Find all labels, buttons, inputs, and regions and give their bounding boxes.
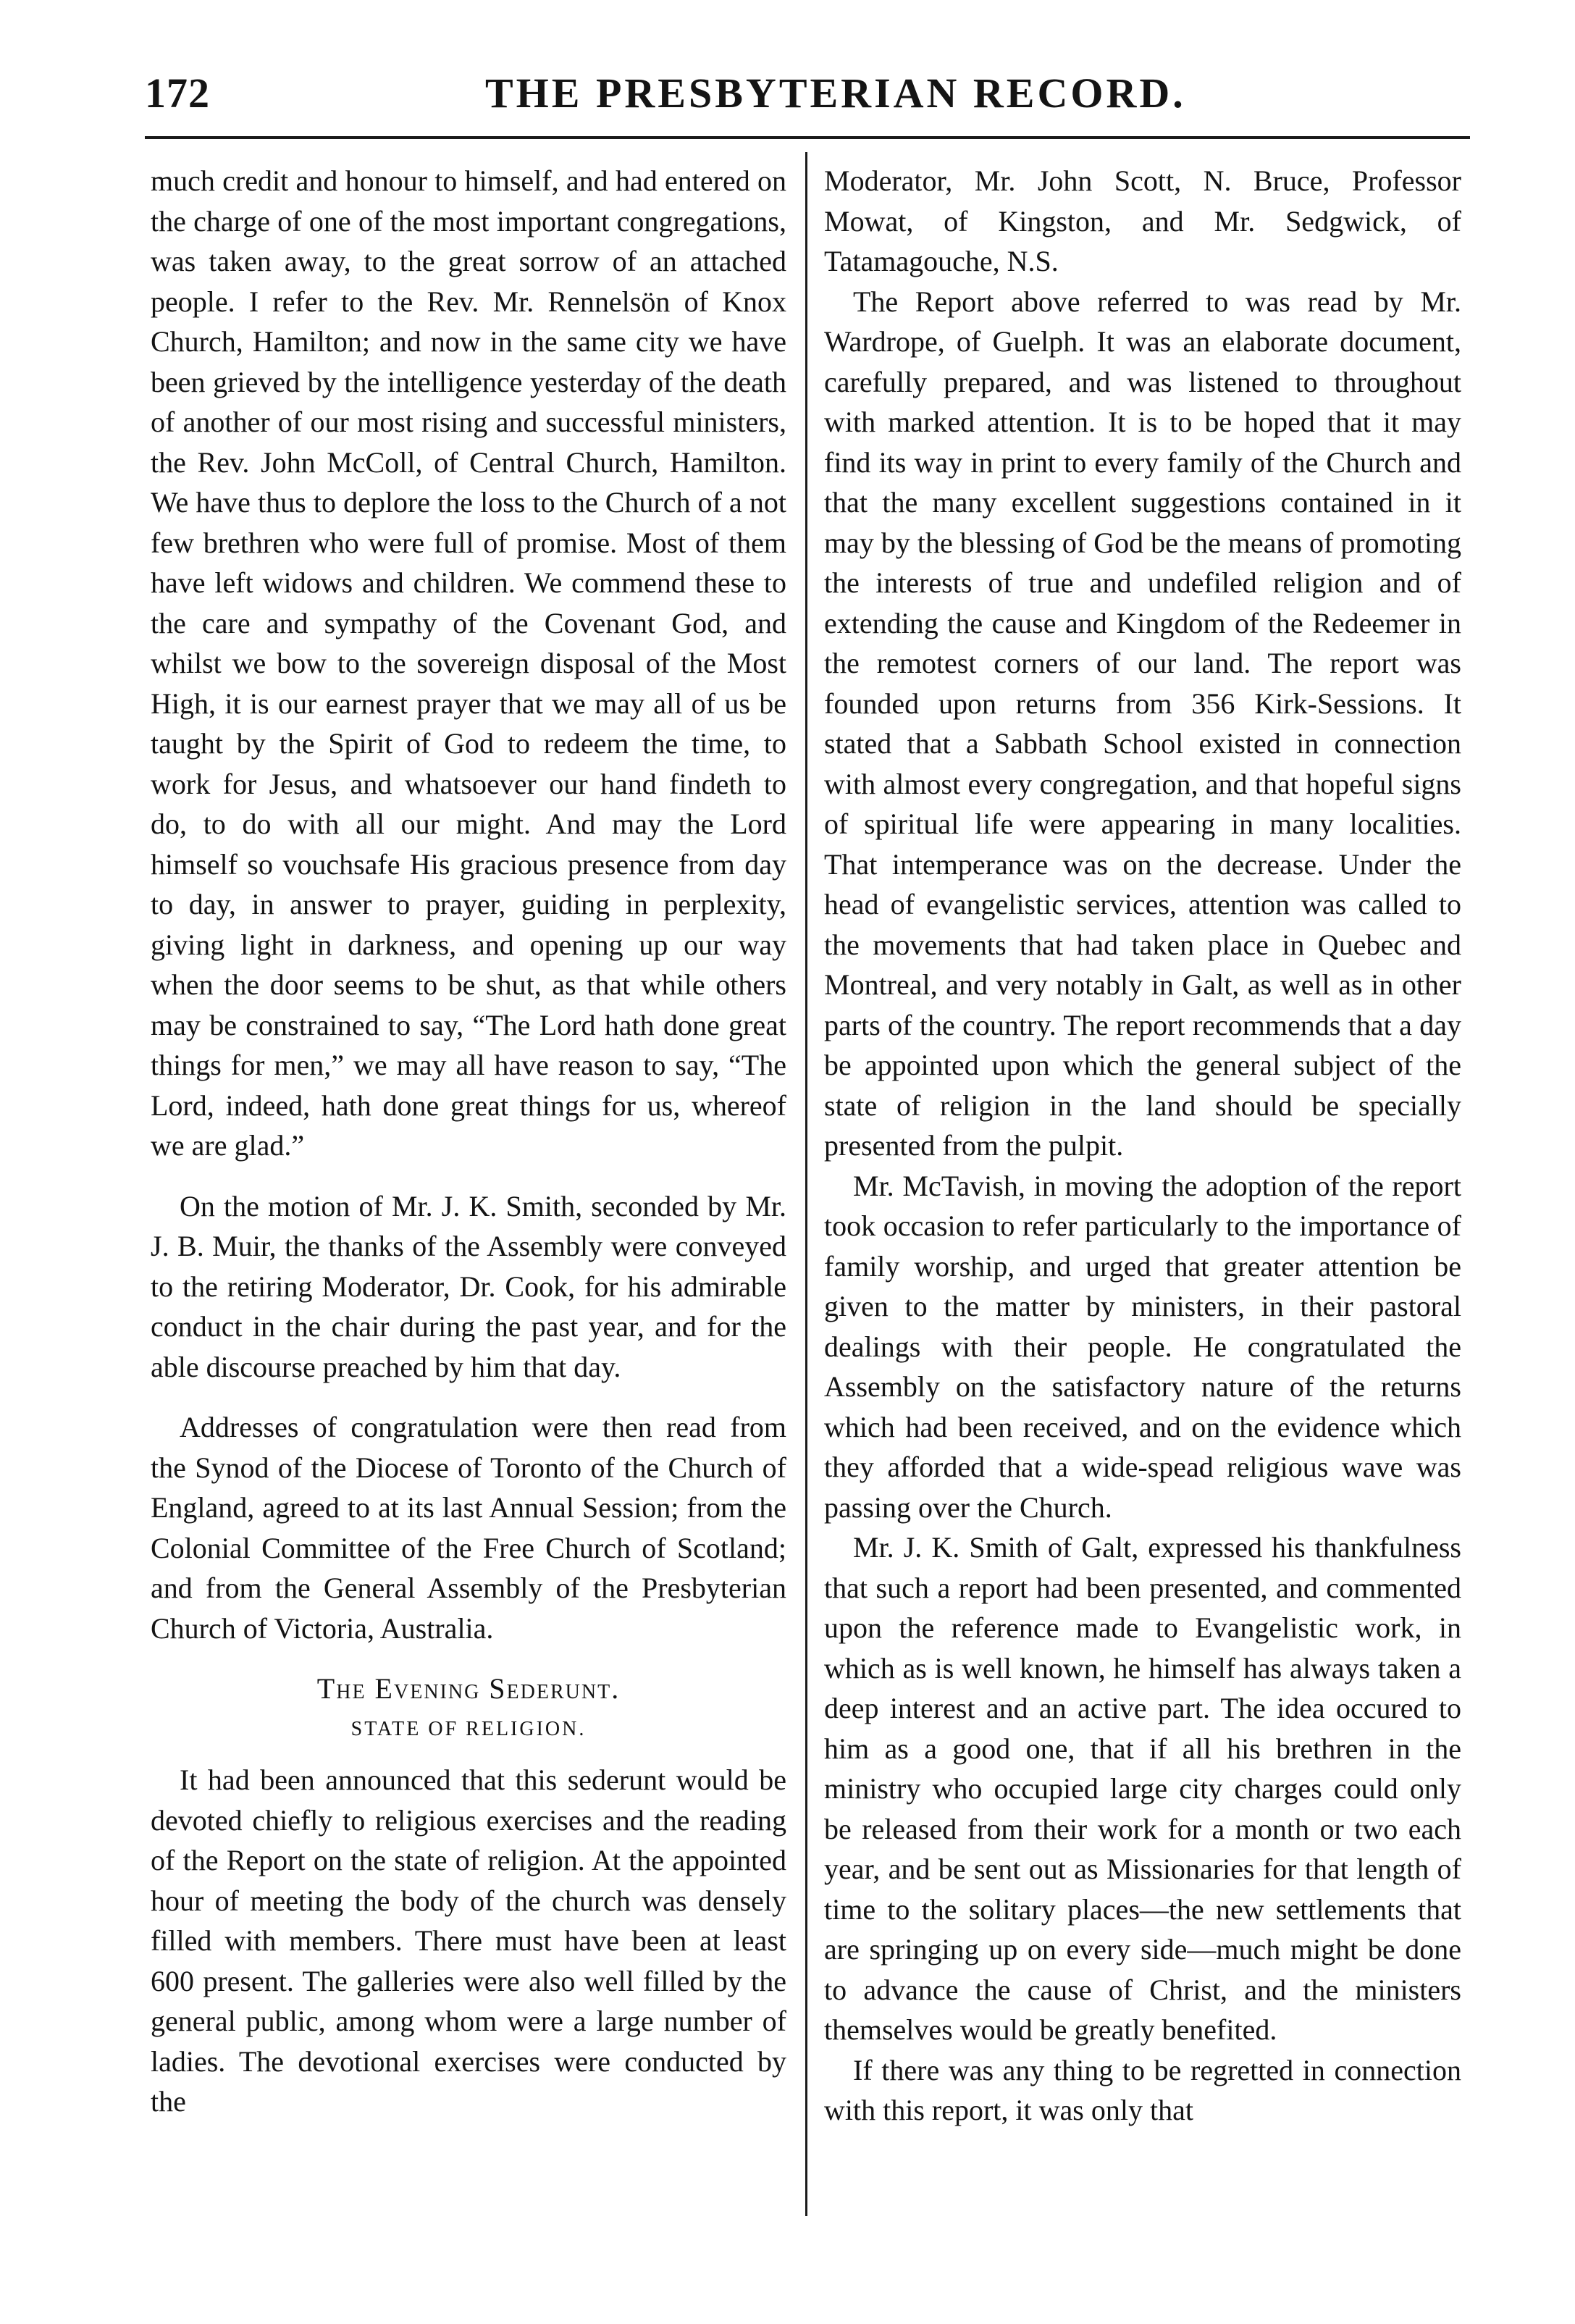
right-column bbox=[824, 161, 1461, 2131]
section-heading: The Evening Sederunt. bbox=[316, 1672, 621, 1705]
header-rule bbox=[145, 136, 1470, 139]
section-subheading: STATE OF RELIGION. bbox=[350, 1718, 587, 1740]
right-paragraph-1: Moderator, Mr. John Scott, N. Bruce, Professor Mowat, of Kingston, and Mr. Sedgwick, of Tatamagouche, N.S. bbox=[824, 164, 1461, 277]
page-header bbox=[145, 69, 1470, 134]
running-title: THE PRESBYTERIAN RECORD. bbox=[485, 70, 1186, 117]
left-paragraph-3: Addresses of congratulation were then read from the Synod of the Diocese of Toronto of the Church of England, agreed to at its last Annual Session; from the Colonial Committee of the Free Church of Scotland; and from the General Assembly of the Presbyterian Church of Victoria, Australia. bbox=[151, 1411, 786, 1645]
right-paragraph-4: Mr. J. K. Smith of Galt, expressed his thankfulness that such a report had been presented, and commented upon the reference made to Evangelistic work, in which as is well known, he himself has always taken a deep interest and an active part. The idea occured to him as a good one, that if all his brethren in the ministry who occupied large city charges could only be released from their work for a month or two each year, and be sent out as Missionaries for that length of time to the solitary places—the new settlements that are springing up on every side—much might be done to advance the cause of Christ, and the ministers themselves would be greatly benefited. bbox=[824, 1531, 1461, 2046]
left-paragraph-4: It had been announced that this sederunt would be devoted chiefly to religious exercises and the reading of the Report on the state of religion. At the appointed hour of meeting the body of the church was densely filled with members. There must have been at least 600 present. The galleries were also well filled by the general public, among whom were a large number of ladies. The devotional exercises were conducted by the bbox=[151, 1763, 786, 2118]
right-paragraph-2: The Report above referred to was read by Mr. Wardrope, of Guelph. It was an elaborate document, carefully prepared, and was listened to throughout with marked attention. It is to be hoped that it may find its way in print to every family of the Church and that the many excellent suggestions contained in it may by the blessing of God be the means of promoting the interests of true and undefiled religion and of extending the cause and Kingdom of the Redeemer in the remotest corners of our land. The report was founded upon returns from 356 Kirk-Sessions. It stated that a Sabbath School existed in connection with almost every congregation, and that hopeful signs of spiritual life were appearing in many localities. That intemperance was on the decrease. Under the head of evangelistic services, attention was called to the movements that had taken place in Quebec and Montreal, and very notably in Galt, as well as in other parts of the country. The report recommends that a day be appointed upon which the general subject of the state of religion in the land should be specially presented from the pulpit. bbox=[824, 285, 1461, 1162]
right-paragraph-5: If there was any thing to be regretted in connection with this report, it was only that bbox=[824, 2053, 1461, 2126]
page-number: 172 bbox=[145, 70, 210, 117]
left-paragraph-2: On the motion of Mr. J. K. Smith, seconded by Mr. J. B. Muir, the thanks of the Assembly were conveyed to the retiring Moderator, Dr. Cook, for his admirable conduct in the chair during the past year, and for the able discourse preached by him that day. bbox=[151, 1189, 786, 1383]
column-divider bbox=[805, 152, 807, 2216]
left-column bbox=[151, 161, 786, 2122]
right-paragraph-3: Mr. McTavish, in moving the adoption of the report took occasion to refer particularly to the importance of family worship, and urged that greater attention be given to the matter by ministers, in their pastoral dealings with their people. He congratulated the Assembly on the satisfactory nature of the returns which had been received, and on the evidence which they afforded that a wide-spead religious wave was passing over the Church. bbox=[824, 1169, 1461, 1524]
left-paragraph-1: much credit and honour to himself, and had entered on the charge of one of the most important congregations, was taken away, to the great sorrow of an attached people. I refer to the Rev. Mr. Rennelsön of Knox Church, Hamilton; and now in the same city we have been grieved by the intelligence yesterday of the death of another of our most rising and successful ministers, the Rev. John McColl, of Central Church, Hamilton. We have thus to deplore the loss to the Church of a not few brethren who were full of promise. Most of them have left widows and children. We commend these to the care and sympathy of the Covenant God, and whilst we bow to the sovereign disposal of the Most High, it is our earnest prayer that we may all of us be taught by the Spirit of God to redeem the time, to work for Jesus, and whatsoever our hand findeth to do, to do with all our might. And may the Lord himself so vouchsafe His gracious presence from day to day, in answer to prayer, guiding in perplexity, giving light in darkness, and opening up our way when the door seems to be shut, as that while others may be constrained to say, “The Lord hath done great things for men,” we may all have reason to say, “The Lord, indeed, hath done great things for us, whereof we are glad.” bbox=[151, 164, 786, 1162]
